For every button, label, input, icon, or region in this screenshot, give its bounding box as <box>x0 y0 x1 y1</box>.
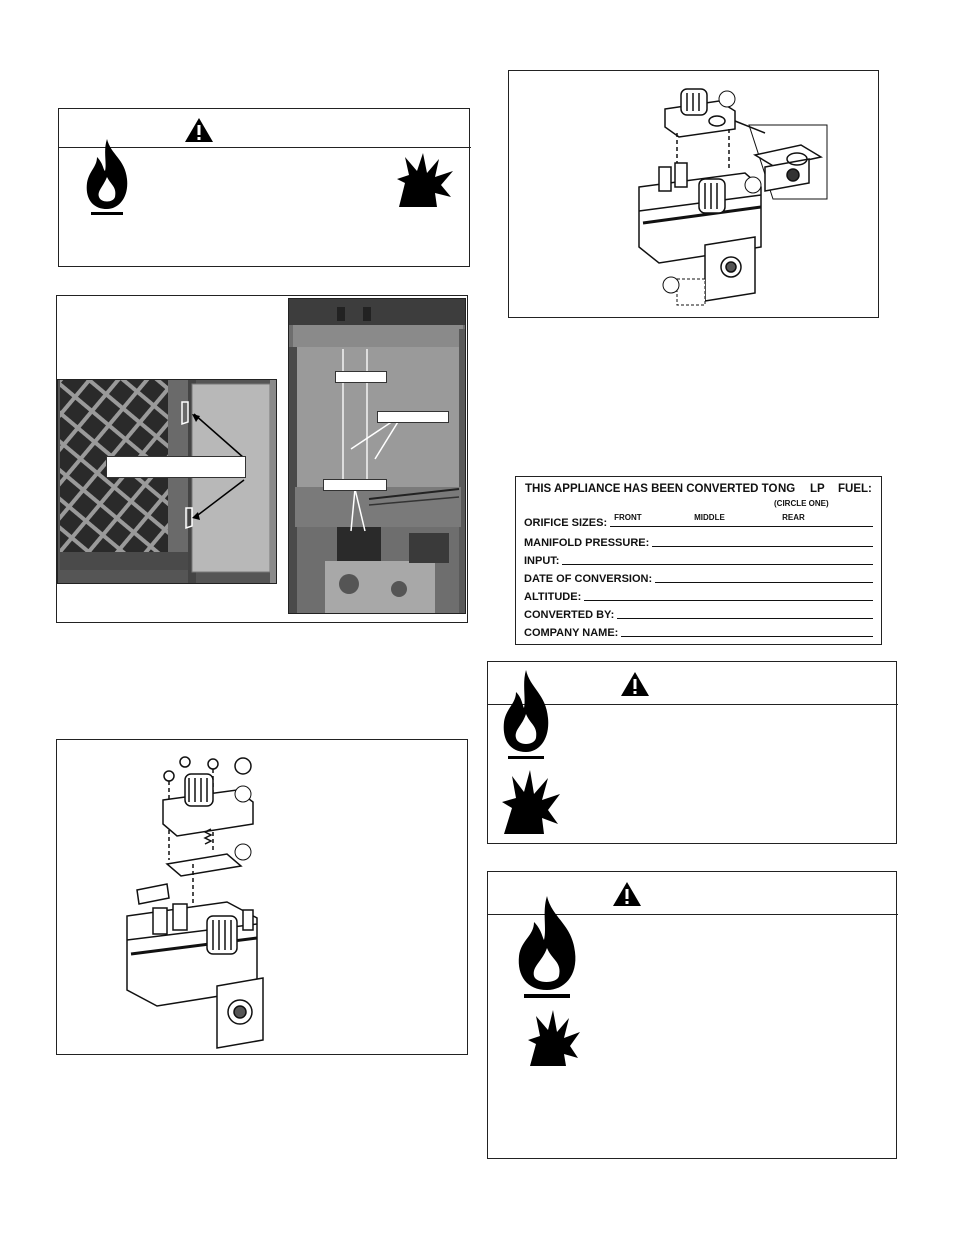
orifice-label: ORIFICE SIZES: <box>524 517 608 529</box>
valve-exploded-drawing <box>57 740 469 1056</box>
label-field-row <box>524 587 873 603</box>
valve-area-photo-drawing <box>289 299 466 614</box>
fire-hazard-icon <box>500 668 552 762</box>
callout-circle-1 <box>235 758 251 774</box>
fire-hazard-icon <box>514 894 580 1000</box>
orifice-sizes-row <box>524 513 873 529</box>
fireplace-photo-drawing <box>58 380 277 584</box>
warning-box-right-middle <box>487 661 897 844</box>
label-field-row <box>524 623 873 639</box>
label-field-row <box>524 569 873 585</box>
valve-area-photo <box>288 298 466 614</box>
valve-exploded-figure <box>56 739 468 1055</box>
warning-triangle-icon <box>612 881 642 907</box>
explosion-hazard-icon <box>500 770 562 836</box>
label-field-row <box>524 533 873 549</box>
warning-triangle-icon <box>184 117 214 143</box>
field-input: INPUT: <box>524 555 560 567</box>
label-field-row <box>524 551 873 567</box>
orifice-line <box>610 512 873 527</box>
explosion-hazard-icon <box>526 1010 582 1068</box>
field-company-name: COMPANY NAME: <box>524 627 619 639</box>
photo-callout-label-top <box>335 371 387 383</box>
field-altitude: ALTITUDE: <box>524 591 582 603</box>
photo-figure-box <box>56 295 468 623</box>
field-date-of-conversion: DATE OF CONVERSION: <box>524 573 653 585</box>
warning-box-right-bottom <box>487 871 897 1159</box>
explosion-hazard-icon <box>395 153 455 209</box>
warning-box-top-left <box>58 108 470 267</box>
orifice-middle: MIDDLE <box>694 513 725 522</box>
callout-circle-2 <box>235 786 251 802</box>
fireplace-photo <box>57 379 277 584</box>
photo-callout-label <box>106 456 246 478</box>
valve-regulator-figure <box>508 70 879 318</box>
fuel-suffix: FUEL: <box>838 483 872 495</box>
circle-one-note: (CIRCLE ONE) <box>774 499 829 508</box>
warning-triangle-icon <box>620 671 650 697</box>
label-field-row <box>524 605 873 621</box>
fuel-ng: NG <box>778 483 796 495</box>
field-converted-by: CONVERTED BY: <box>524 609 615 621</box>
orifice-front: FRONT <box>614 513 642 522</box>
conversion-label <box>515 476 882 645</box>
conversion-heading: THIS APPLIANCE HAS BEEN CONVERTED TO <box>525 483 778 495</box>
fuel-lp: LP <box>810 483 825 495</box>
field-manifold-pressure: MANIFOLD PRESSURE: <box>524 537 650 549</box>
photo-callout-label-middle <box>377 411 449 423</box>
callout-circle-3 <box>235 844 251 860</box>
fire-hazard-icon <box>81 137 133 217</box>
valve-regulator-drawing <box>509 71 880 319</box>
photo-callout-label-bottom <box>323 479 387 491</box>
orifice-rear: REAR <box>782 513 805 522</box>
